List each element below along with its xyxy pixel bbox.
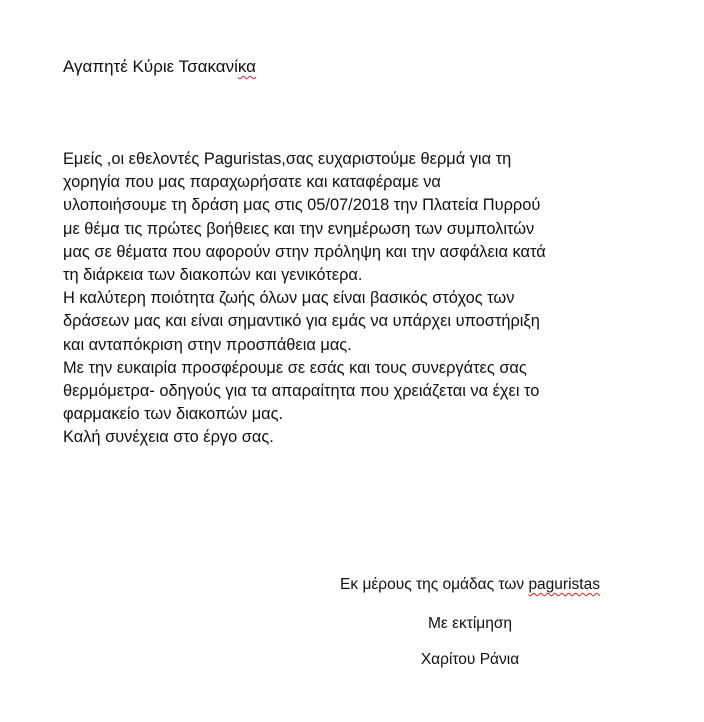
signature-closing: Με εκτίμηση: [427, 615, 513, 632]
signature-group-line: [320, 576, 620, 594]
salutation: [63, 56, 256, 78]
body-line: χορηγία που μας παραχωρήσατε και καταφέραμε να: [63, 173, 441, 192]
body-line: μας σε θέματα που αφορούν στην πρόληψη και την ασφάλεια κατά: [63, 242, 546, 261]
signature-group-name: paguristas: [528, 576, 600, 593]
body-line: Καλή συνέχεια στο έργο σας.: [63, 428, 274, 447]
body-line: Με την ευκαιρία προσφέρουμε σε εσάς και τους συνεργάτες σας: [63, 358, 527, 377]
salutation-spellcheck-underlined: κα: [237, 57, 256, 76]
body-line: θερμόμετρα- οδηγούς για τα απαραίτητα που χρειάζεται να έχει το: [63, 382, 540, 401]
body-line: Εμείς ,οι εθελοντές Paguristas,σας ευχαριστούμε θερμά για τη: [63, 150, 512, 168]
body-line: με θέμα τις πρώτες βοήθειες και την ενημέρωση των συμπολιτών: [63, 219, 535, 238]
body-line: υλοποιήσουμε τη δράση μας στις 05/07/2018 την Πλατεία Πυρρού: [63, 196, 541, 215]
signature-group-prefix: Εκ μέρους της ομάδας των: [340, 576, 529, 593]
body-line: δράσεων μας και είναι σημαντικό για εμάς να υπάρχει υποστήριξη: [63, 312, 540, 331]
salutation-text: Αγαπητέ Κύριε Τσακανί: [63, 57, 238, 76]
body-line: και ανταπόκριση στην προσπάθεια μας.: [63, 335, 352, 354]
letter-body: [63, 148, 663, 450]
signature-name: Χαρίτου Ράνια: [420, 651, 520, 668]
body-line: τη διάρκεια των διακοπών και γενικότερα.: [63, 266, 363, 285]
body-line: φαρμακείο των διακοπών μας.: [63, 405, 284, 424]
body-line: Η καλύτερη ποιότητα ζωής όλων μας είναι βασικός στόχος των: [63, 289, 515, 308]
